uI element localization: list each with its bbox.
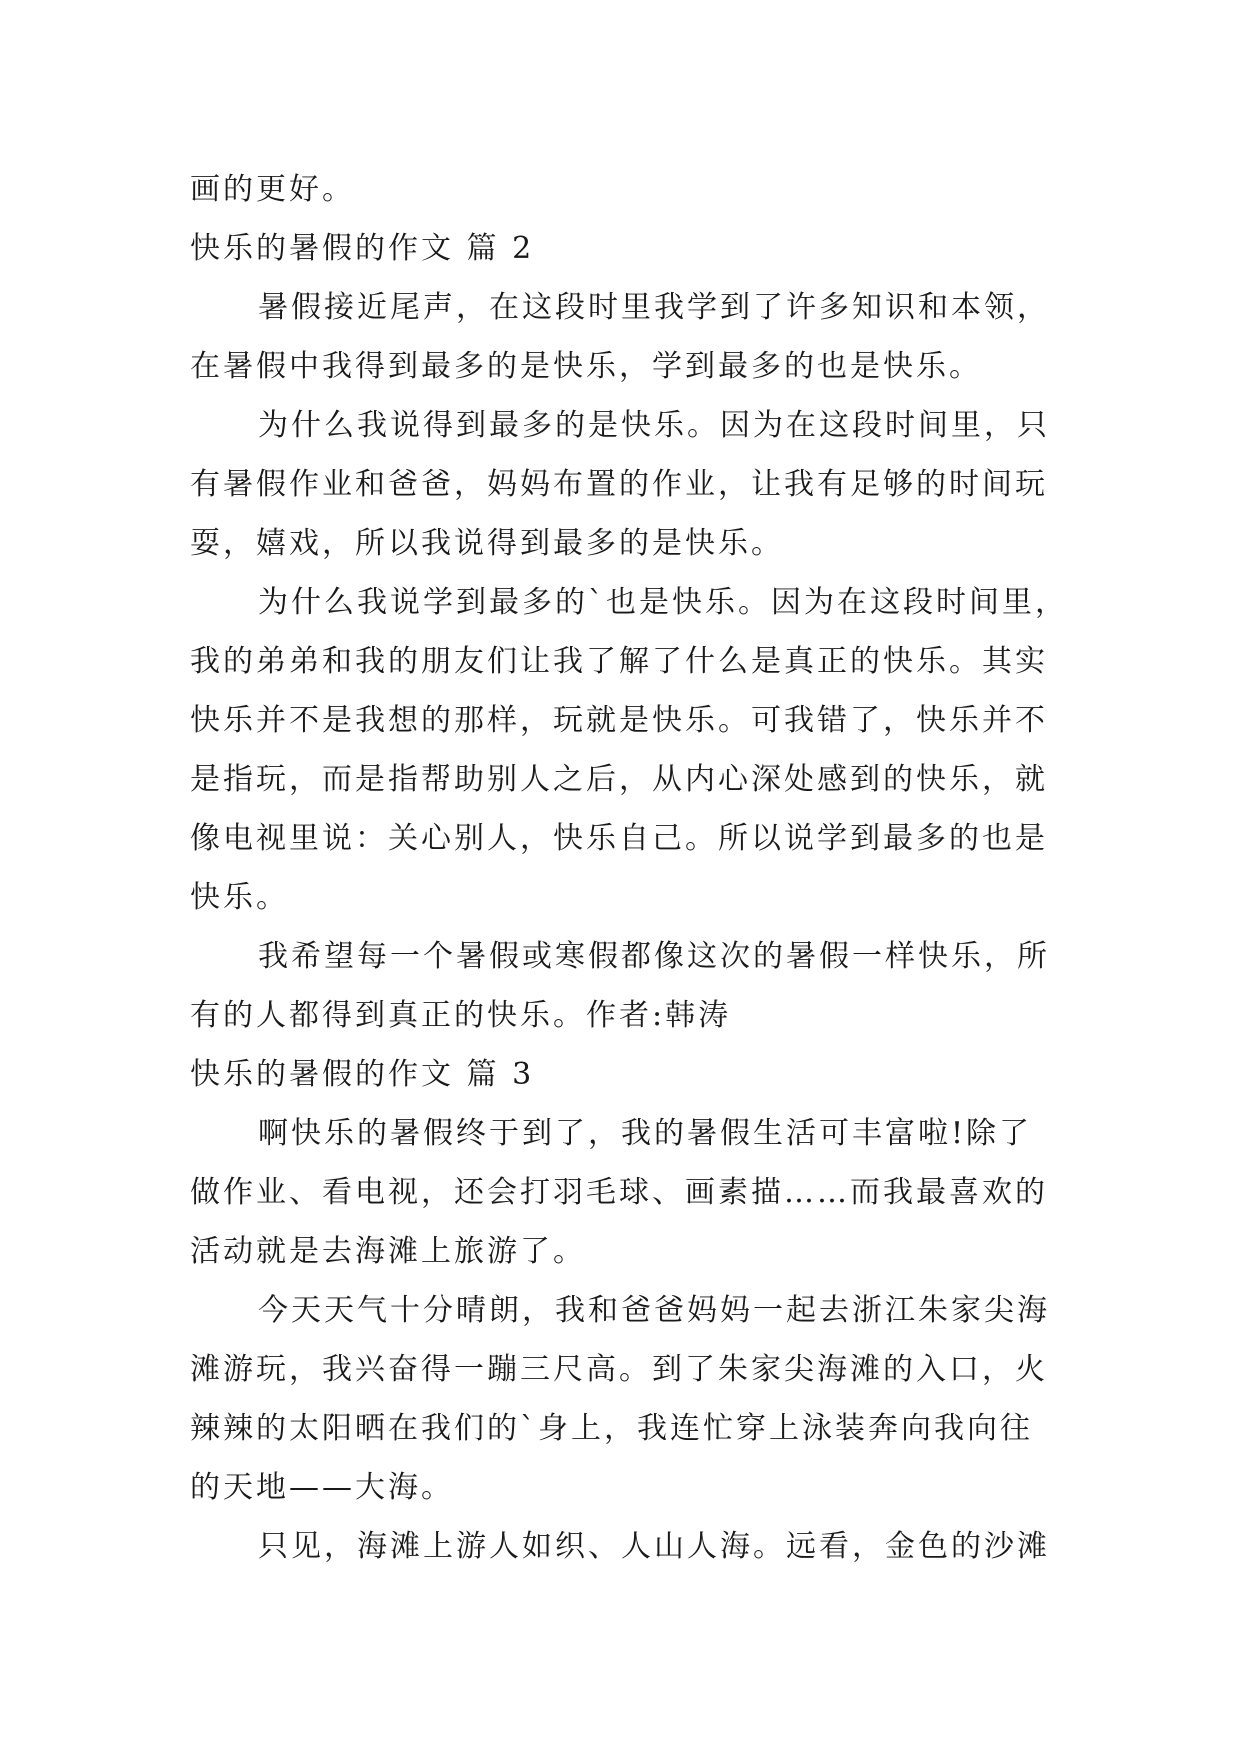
text-line: 快乐。 (190, 880, 289, 915)
text-line: 有的人都得到真正的快乐。作者:韩涛 (190, 998, 732, 1033)
text-line: 做作业、看电视，还会打羽毛球、画素描……而我最喜欢的 (190, 1175, 1048, 1210)
text-line: 啊快乐的暑假终于到了，我的暑假生活可丰富啦!除了 (258, 1116, 1033, 1151)
text-line: 像电视里说：关心别人，快乐自己。所以说学到最多的也是 (190, 821, 1048, 856)
text-line: 我希望每一个暑假或寒假都像这次的暑假一样快乐，所 (258, 939, 1050, 974)
text-line: 只见，海滩上游人如织、人山人海。远看，金色的沙滩 (258, 1529, 1050, 1564)
text-line: 活动就是去海滩上旅游了。 (190, 1234, 586, 1269)
text-line: 为什么我说学到最多的`也是快乐。因为在这段时间里， (258, 585, 1068, 620)
text-line: 滩游玩，我兴奋得一蹦三尺高。到了朱家尖海滩的入口，火 (190, 1352, 1048, 1387)
text-line: 暑假接近尾声，在这段时里我学到了许多知识和本领， (258, 290, 1050, 325)
text-line: 我的弟弟和我的朋友们让我了解了什么是真正的快乐。其实 (190, 644, 1048, 679)
text-line: 辣辣的太阳晒在我们的`身上，我连忙穿上泳装奔向我向往 (190, 1411, 1033, 1446)
text-line: 耍，嬉戏，所以我说得到最多的是快乐。 (190, 526, 784, 561)
section-heading: 快乐的暑假的作文 篇 2 (190, 231, 535, 266)
text-line: 今天天气十分晴朗，我和爸爸妈妈一起去浙江朱家尖海 (258, 1293, 1050, 1328)
text-line: 为什么我说得到最多的是快乐。因为在这段时间里，只 (258, 408, 1050, 443)
text-line: 画的更好。 (190, 172, 355, 207)
section-heading: 快乐的暑假的作文 篇 3 (190, 1057, 535, 1092)
text-line: 有暑假作业和爸爸，妈妈布置的作业，让我有足够的时间玩 (190, 467, 1048, 502)
text-line: 在暑假中我得到最多的是快乐，学到最多的也是快乐。 (190, 349, 982, 384)
text-line: 是指玩，而是指帮助别人之后，从内心深处感到的快乐，就 (190, 762, 1048, 797)
document-body (190, 160, 1070, 1576)
text-line: 的天地——大海。 (190, 1470, 454, 1505)
text-line: 快乐并不是我想的那样，玩就是快乐。可我错了，快乐并不 (190, 703, 1048, 738)
